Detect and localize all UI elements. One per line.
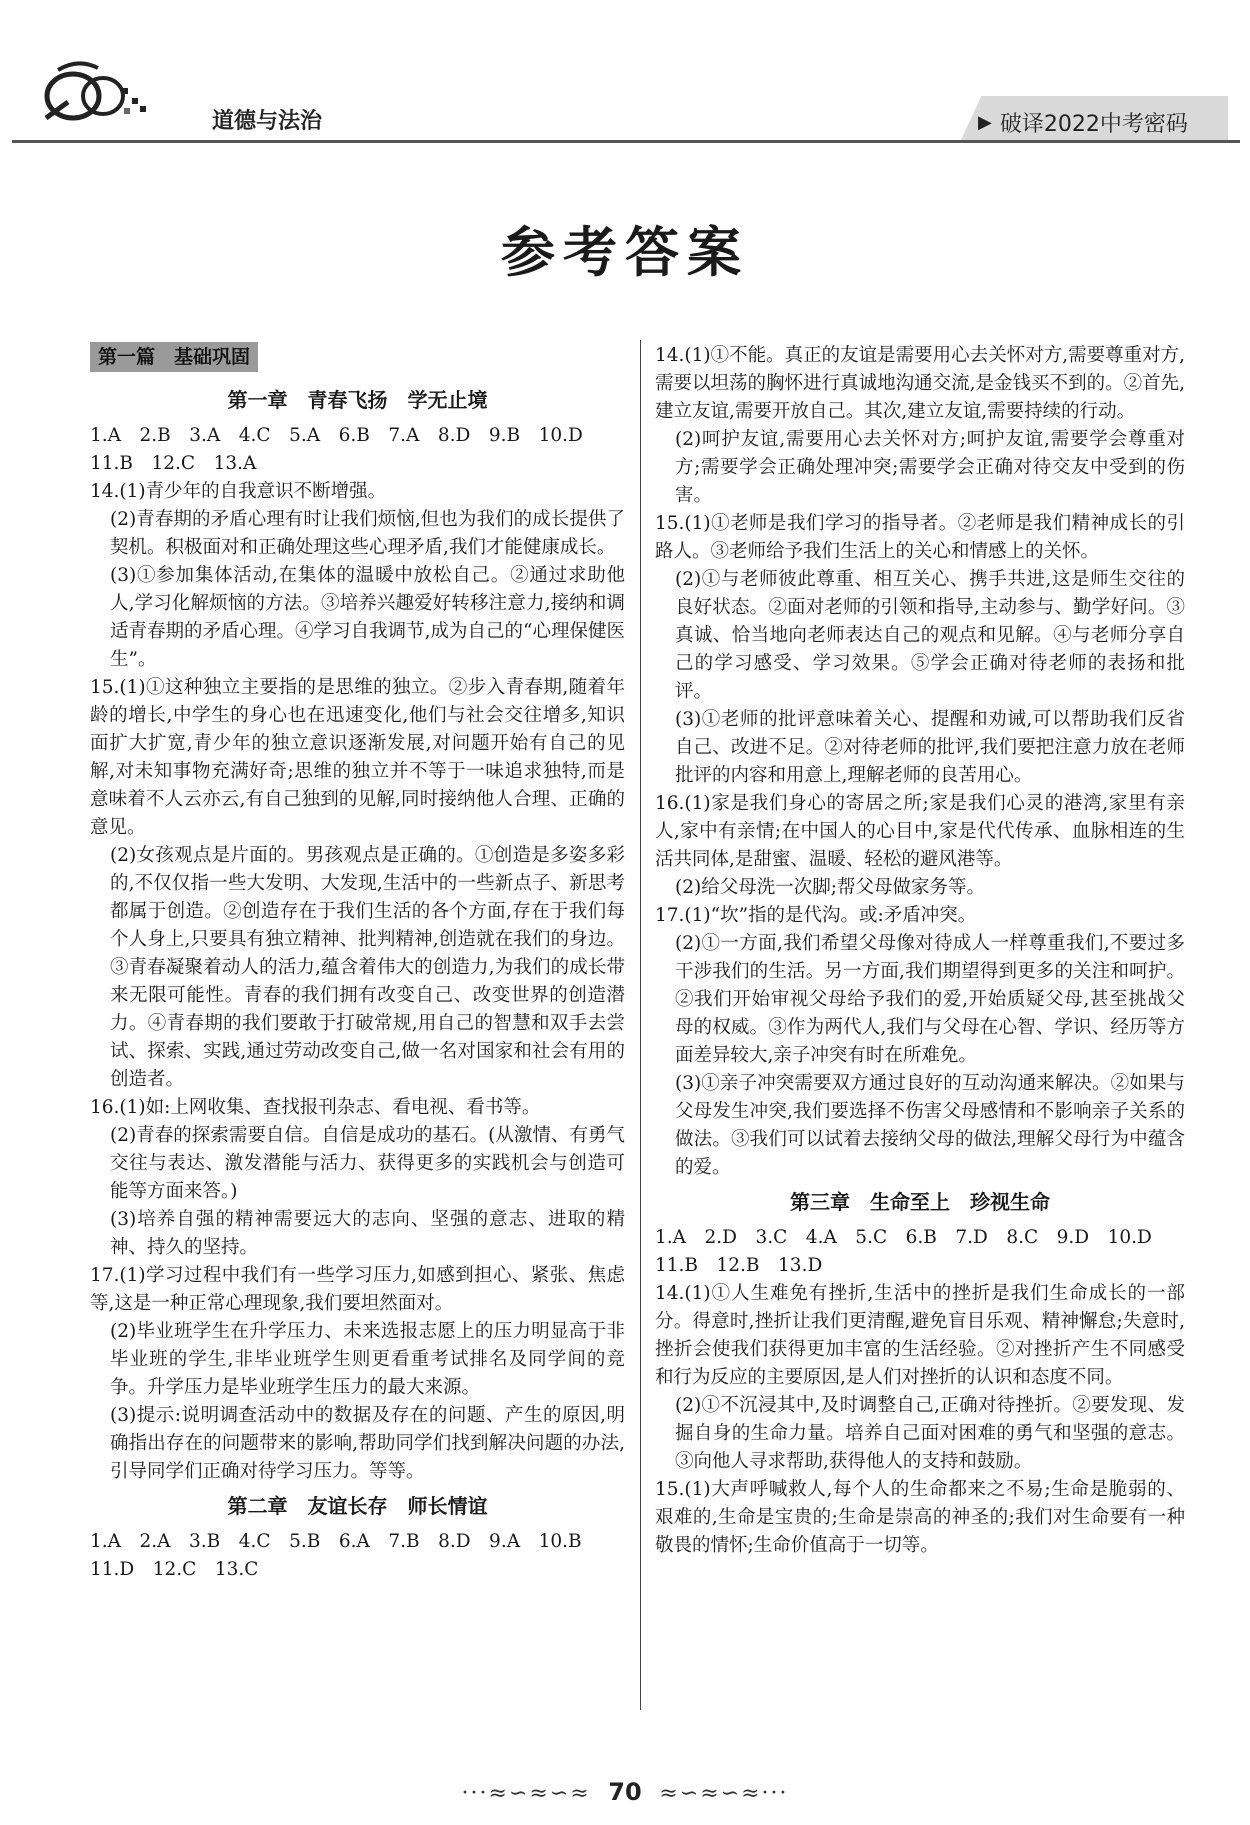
answer-paragraph: 14.(1)青少年的自我意识不断增强。 [90,481,387,502]
series-text: 破译2022中考密码 [999,111,1188,137]
answer-line: 11.B 12.B 13.D [655,1255,823,1276]
answer-paragraph: (2)呵护友谊,需要用心去关怀对方;呵护友谊,需要学会尊重对方;需要学会正确处理冲突;需要学会正确对待交友中受到的伤害。 [675,429,1185,506]
answer-paragraph: (3)提示:说明调查活动中的数据及存在的问题、产生的原因,明确指出存在的问题带来的影响,帮助同学们找到解决问题的办法,引导同学们正确对待学习压力。等等。 [110,1405,625,1482]
column-divider [640,340,641,1710]
answer-paragraph: 17.(1)学习过程中我们有一些学习压力,如感到担心、紧张、焦虑等,这是一种正常心理现象,我们要坦然面对。 [90,1265,625,1314]
answer-line: 1.A 2.B 3.A 4.C 5.A 6.B 7.A 8.D 9.B 10.D [90,425,583,446]
page-number: 70 [608,1778,642,1806]
answer-paragraph: 15.(1)大声呼喊救人,每个人的生命都来之不易;生命是脆弱的、艰难的,生命是宝贵的;生命是崇高的神圣的;我们对生命要有一种敬畏的情怀;生命价值高于一切等。 [655,1479,1185,1556]
ornament-right-icon: ≈∽≈∽≈··· [659,1781,789,1806]
chapter-3-title: 第三章 生命至上 珍视生命 [790,1190,1050,1214]
left-column [90,342,625,1584]
subject-label: 道德与法治 [212,109,323,134]
page-header [0,0,1250,150]
answer-paragraph: 14.(1)①人生难免有挫折,生活中的挫折是我们生命成长的一部分。得意时,挫折让我们更清醒,避免盲目乐观、精神懈怠;失意时,挫折会使我们获得更加丰富的生活经验。②对挫折产生不同感受和行为反应的主要原因,是人们对挫折的认识和态度不同。 [655,1283,1185,1388]
answer-paragraph: (2)①与老师彼此尊重、相互关心、携手共进,这是师生交往的良好状态。②面对老师的引领和指导,主动参与、勤学好问。③真诚、恰当地向老师表达自己的观点和见解。④与老师分享自己的学习感受、学习效果。⑤学会正确对待老师的表扬和批评。 [675,569,1185,702]
answer-line: 11.D 12.C 13.C [90,1559,259,1580]
answer-paragraph: 17.(1)“坎”指的是代沟。或:矛盾冲突。 [655,905,977,926]
answer-paragraph: (3)①亲子冲突需要双方通过良好的互动沟通来解决。②如果与父母发生冲突,我们要选择不伤害父母感情和不影响亲子关系的做法。③我们可以试着去接纳父母的做法,理解父母行为中蕴含的爱。 [675,1073,1185,1178]
answer-paragraph: (2)毕业班学生在升学压力、未来选报志愿上的压力明显高于非毕业班的学生,非毕业班学生则更看重考试排名及同学间的竞争。升学压力是毕业班学生压力的最大来源。 [110,1321,625,1398]
answer-paragraph: (2)①一方面,我们希望父母像对待成人一样尊重我们,不要过多干涉我们的生活。另一方面,我们期望得到更多的关注和呵护。②我们开始审视父母给予我们的爱,开始质疑父母,甚至挑战父母的权威。③作为两代人,我们与父母在心智、学识、经历等方面差异较大,亲子冲突有时在所难免。 [675,933,1185,1066]
section-tag: 第一篇 基础巩固 [90,342,258,372]
book-logo-icon [38,58,148,128]
answer-paragraph: (2)青春期的矛盾心理有时让我们烦恼,但也为我们的成长提供了契机。积极面对和正确处理这些心理矛盾,我们才能健康成长。 [110,509,625,558]
answer-paragraph: (3)①参加集体活动,在集体的温暖中放松自己。②通过求助他人,学习化解烦恼的方法。③培养兴趣爱好转移注意力,接纳和调适青春期的矛盾心理。④学习自我调节,成为自己的“心理保健医生”。 [110,565,625,670]
chapter-1-title: 第一章 青春飞扬 学无止境 [227,388,488,412]
answer-paragraph: (2)给父母洗一次脚;帮父母做家务等。 [675,877,985,898]
answer-paragraph: 16.(1)家是我们身心的寄居之所;家是我们心灵的港湾,家里有亲人,家中有亲情;在中国人的心目中,家是代代传承、血脉相连的生活共同体,是甜蜜、温暖、轻松的避风港等。 [655,793,1185,870]
answer-paragraph: (3)培养自强的精神需要远大的志向、坚强的意志、进取的精神、持久的坚持。 [110,1209,625,1258]
answer-line: 11.B 12.C 13.A [90,453,257,474]
ornament-left-icon: ···≈∽≈∽≈ [461,1781,591,1806]
play-triangle-icon: ▶ [978,111,992,133]
answer-paragraph: (2)女孩观点是片面的。男孩观点是正确的。①创造是多姿多彩的,不仅仅指一些大发明、大发现,生活中的一些新点子、新思考都属于创造。②创造存在于我们生活的各个方面,存在于我们每个人身上,只要具有独立精神、批判精神,创造就在我们的身边。③青春凝聚着动人的活力,蕴含着伟大的创造力,为我们的成长带来无限可能性。青春的我们拥有改变自己、改变世界的创造潜力。④青春期的我们要敢于打破常规,用自己的智慧和双手去尝试、探索、实践,通过劳动改变自己,做一名对国家和社会有用的创造者。 [110,845,625,1090]
page-title: 参考答案 [501,221,749,284]
series-label [978,102,1223,142]
answer-paragraph: 15.(1)①这种独立主要指的是思维的独立。②步入青春期,随着年龄的增长,中学生的身心也在迅速变化,他们与社会交往增多,知识面扩大扩宽,青少年的独立意识逐渐发展,对问题开始有自己的见解,对未知事物充满好奇;思维的独立并不等于一味追求独特,而是意味着不人云亦云,有自己独到的见解,同时接纳他人合理、正确的意见。 [90,677,625,838]
answer-paragraph: 16.(1)如:上网收集、查找报刊杂志、看电视、看书等。 [90,1097,541,1118]
answer-line: 1.A 2.A 3.B 4.C 5.B 6.A 7.B 8.D 9.A 10.B [90,1531,582,1552]
header-rule [12,140,1240,143]
answer-line: 1.A 2.D 3.C 4.A 5.C 6.B 7.D 8.C 9.D 10.D [655,1227,1152,1248]
chapter-2-title: 第二章 友谊长存 师长情谊 [227,1494,488,1518]
answer-paragraph: (3)①老师的批评意味着关心、提醒和劝诫,可以帮助我们反省自己、改进不足。②对待老师的批评,我们要把注意力放在老师批评的内容和用意上,理解老师的良苦用心。 [675,709,1185,786]
answer-paragraph: 14.(1)①不能。真正的友谊是需要用心去关怀对方,需要尊重对方,需要以坦荡的胸怀进行真诚地沟通交流,是金钱买不到的。②首先,建立友谊,需要开放自己。其次,建立友谊,需要持续的行动。 [655,345,1185,422]
answer-paragraph: (2)①不沉浸其中,及时调整自己,正确对待挫折。②要发现、发掘自身的生命力量。培养自己面对困难的勇气和坚强的意志。③向他人寻求帮助,获得他人的支持和鼓励。 [675,1395,1185,1472]
answer-paragraph: (2)青春的探索需要自信。自信是成功的基石。(从激情、有勇气交往与表达、激发潜能与活力、获得更多的实践机会与创造可能等方面来答。) [110,1125,625,1202]
answer-paragraph: 15.(1)①老师是我们学习的指导者。②老师是我们精神成长的引路人。③老师给予我们生活上的关心和情感上的关怀。 [655,513,1185,562]
page-footer [0,1778,1250,1806]
right-column [655,342,1185,1560]
